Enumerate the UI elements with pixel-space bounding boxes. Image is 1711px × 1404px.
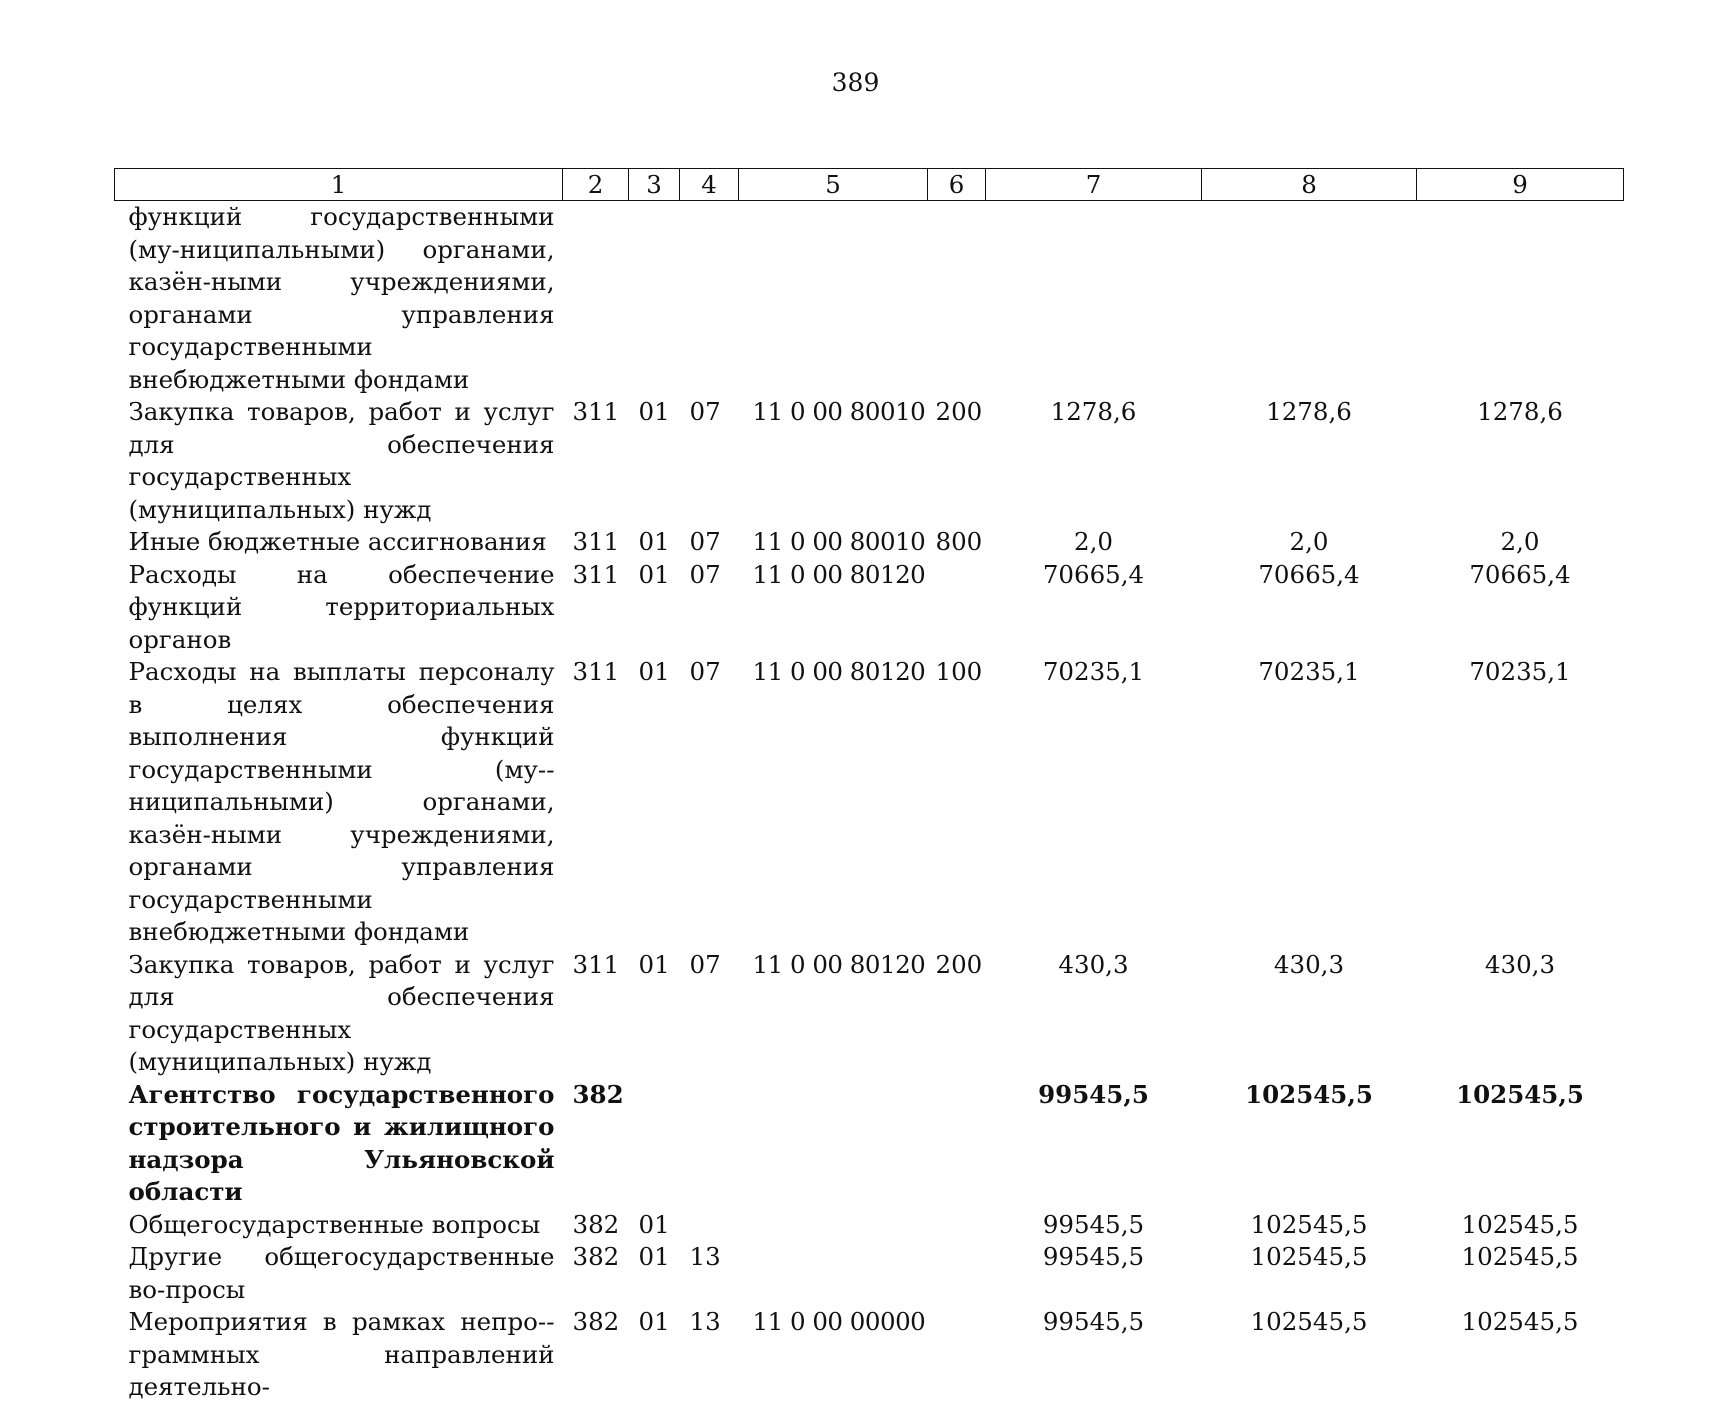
- row-value-8: 1278,6: [1266, 397, 1352, 426]
- row-value-7: 99545,5: [1042, 1242, 1145, 1271]
- row-code-2: 311: [572, 949, 620, 979]
- row-code-5: 11 0 00 80120: [752, 559, 926, 589]
- table-row: [115, 396, 1624, 526]
- row-value-9: 102545,5: [1456, 1079, 1584, 1109]
- row-code-4: 13: [689, 1307, 721, 1336]
- header-col-4: 4: [680, 169, 739, 201]
- row-code-4: 07: [689, 949, 721, 979]
- row-code-3: 01: [638, 397, 670, 426]
- row-code-4: [680, 1079, 739, 1209]
- header-col-5: 5: [739, 169, 928, 201]
- table-row: [115, 949, 1624, 1079]
- row-code-6: [928, 1241, 986, 1306]
- row-code-3: 01: [638, 1307, 670, 1336]
- row-code-6: 100: [935, 657, 983, 686]
- row-value-9: [1417, 201, 1624, 397]
- page-number: 389: [831, 68, 880, 97]
- header-col-2: 2: [563, 169, 629, 201]
- row-value-9: 70235,1: [1469, 657, 1571, 686]
- row-code-4: 07: [689, 559, 721, 589]
- row-name: Расходы на обеспечение функций территориальных органов: [128, 559, 555, 654]
- table-row: [115, 201, 1624, 397]
- row-value-8: 102545,5: [1250, 1307, 1368, 1336]
- row-code-5: [739, 1241, 928, 1306]
- row-code-2: 382: [572, 1307, 620, 1336]
- row-code-3: 01: [638, 1209, 670, 1239]
- row-code-6: [928, 1306, 986, 1404]
- row-name: Мероприятия в рамках непро-граммных направлений деятельно-: [128, 1307, 555, 1401]
- row-code-5: 11 0 00 80120: [752, 949, 926, 979]
- row-value-8: 2,0: [1289, 527, 1329, 556]
- row-code-6: 200: [935, 949, 983, 979]
- table-header: [115, 169, 1624, 201]
- row-code-5: 11 0 00 80010: [752, 527, 926, 556]
- row-value-7: 430,3: [1058, 949, 1129, 979]
- header-col-3: 3: [629, 169, 680, 201]
- row-code-2: 311: [572, 527, 620, 556]
- row-code-4: 07: [689, 527, 721, 556]
- header-col-7: 7: [986, 169, 1202, 201]
- row-code-3: [629, 201, 680, 397]
- row-code-6: [928, 1209, 986, 1242]
- row-code-2: 311: [572, 397, 620, 426]
- row-value-7: 2,0: [1074, 527, 1113, 556]
- row-name: Агентство государственного строительного и жилищного надзора Ульяновской области: [128, 1079, 555, 1206]
- row-code-5: 11 0 00 80120: [752, 657, 926, 686]
- header-row: [115, 169, 1624, 201]
- row-value-9: 70665,4: [1469, 559, 1571, 589]
- row-code-3: [629, 1079, 680, 1209]
- row-name: Другие общегосударственные во-просы: [128, 1242, 555, 1304]
- row-code-3: 01: [638, 527, 670, 556]
- row-value-9: 102545,5: [1461, 1307, 1579, 1336]
- row-code-3: 01: [638, 559, 670, 589]
- row-code-6: [928, 201, 986, 397]
- row-value-7: [986, 201, 1202, 397]
- row-code-5: [739, 1209, 928, 1242]
- row-code-2: 382: [572, 1209, 620, 1239]
- row-code-6: [928, 1079, 986, 1209]
- row-code-3: 01: [638, 1242, 670, 1271]
- budget-table: [114, 168, 1624, 1404]
- row-value-8: [1202, 201, 1417, 397]
- table-row: [115, 1241, 1624, 1306]
- row-name: Расходы на выплаты персоналу в целях обеспечения выполнения функций государственными (му-ниципальными) органами, казён-ными учреждениями, органами управления государственными внебюджетными фондами: [128, 657, 555, 946]
- row-value-8: 70665,4: [1258, 559, 1360, 589]
- header-col-9: 9: [1417, 169, 1624, 201]
- row-code-5: 11 0 00 00000: [752, 1307, 926, 1336]
- row-code-2: 311: [572, 559, 620, 589]
- table-row: [115, 656, 1624, 949]
- row-name: Закупка товаров, работ и услуг для обеспечения государственных (муниципальных) нужд: [128, 397, 555, 524]
- row-value-9: 102545,5: [1461, 1209, 1579, 1239]
- row-code-2: 382: [572, 1242, 620, 1271]
- row-code-5: 11 0 00 80010: [752, 397, 926, 426]
- row-value-8: 102545,5: [1250, 1242, 1368, 1271]
- row-code-4: 07: [689, 657, 721, 686]
- row-value-8: 430,3: [1273, 949, 1345, 979]
- row-code-5: [739, 1079, 928, 1209]
- row-value-7: 99545,5: [1042, 1307, 1145, 1336]
- row-code-6: 800: [935, 527, 983, 556]
- row-code-2: 382: [572, 1079, 624, 1109]
- row-code-2: [563, 201, 629, 397]
- row-code-5: [739, 201, 928, 397]
- row-code-4: 13: [689, 1242, 721, 1271]
- row-value-7: 99545,5: [1038, 1079, 1149, 1109]
- row-value-9: 2,0: [1500, 527, 1540, 556]
- row-code-3: 01: [638, 657, 670, 686]
- header-col-6: 6: [928, 169, 986, 201]
- row-code-4: [680, 201, 739, 397]
- row-name: функций государственными (му-ниципальными) органами, казён-ными учреждениями, органами управления государственными внебюджетными фондами: [128, 202, 555, 394]
- header-col-1: 1: [115, 169, 563, 201]
- row-code-2: 311: [572, 657, 620, 686]
- row-value-9: 430,3: [1484, 949, 1556, 979]
- row-code-6: 200: [935, 397, 983, 426]
- row-name: Закупка товаров, работ и услуг для обеспечения государственных (муниципальных) нужд: [128, 949, 555, 1076]
- row-code-6: [928, 559, 986, 657]
- row-code-3: 01: [638, 949, 670, 979]
- table-row: [115, 559, 1624, 657]
- row-value-7: 99545,5: [1042, 1209, 1145, 1239]
- table-row: [115, 1209, 1624, 1242]
- row-value-8: 102545,5: [1245, 1079, 1373, 1109]
- table-row: [115, 526, 1624, 559]
- row-value-7: 1278,6: [1050, 397, 1137, 426]
- row-name: Иные бюджетные ассигнования: [128, 527, 547, 556]
- row-value-7: 70665,4: [1042, 559, 1145, 589]
- row-value-8: 70235,1: [1258, 657, 1360, 686]
- table-row: [115, 1306, 1624, 1404]
- row-value-8: 102545,5: [1250, 1209, 1368, 1239]
- row-code-4: 07: [689, 397, 721, 426]
- row-name: Общегосударственные вопросы: [128, 1209, 541, 1239]
- row-value-7: 70235,1: [1042, 657, 1145, 686]
- header-col-8: 8: [1202, 169, 1417, 201]
- table-row: [115, 1079, 1624, 1209]
- table-body: [115, 201, 1624, 1404]
- row-value-9: 102545,5: [1461, 1242, 1579, 1271]
- row-value-9: 1278,6: [1477, 397, 1563, 426]
- row-code-4: [680, 1209, 739, 1242]
